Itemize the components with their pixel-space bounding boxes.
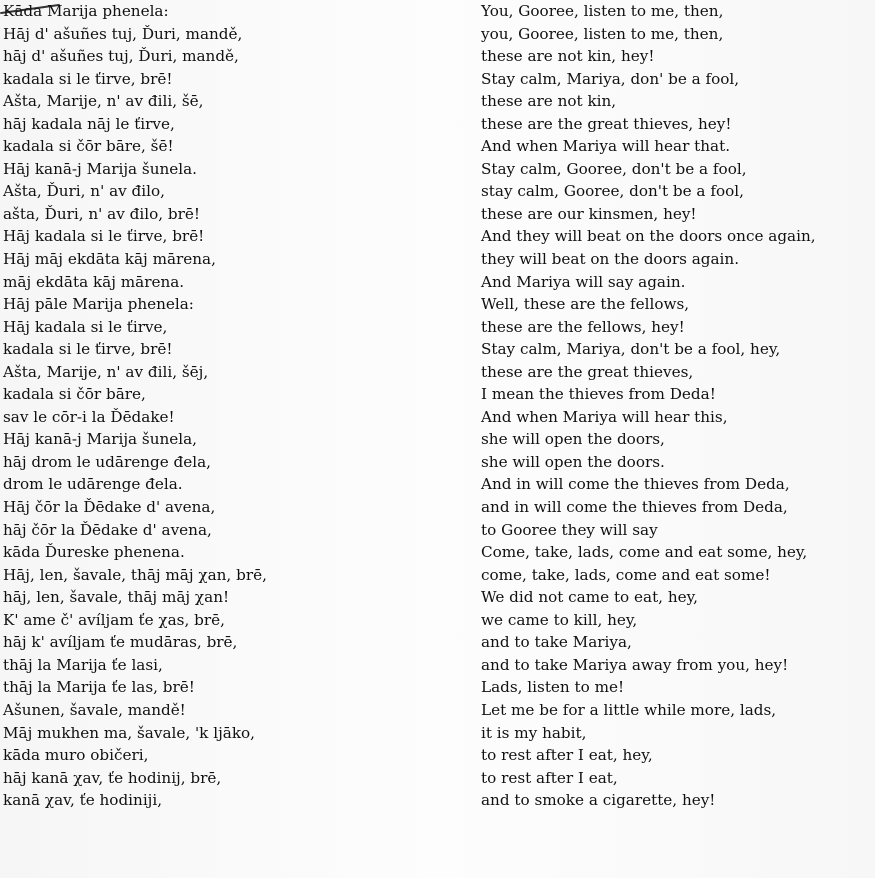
- text-line: kanā χav, ťe hodiniji,: [3, 791, 163, 810]
- text-line: hāj kanā χav, ťe hodinij, brē,: [3, 768, 222, 787]
- text-line: Hāj pāle Marija phenela:: [3, 295, 194, 314]
- text-line: stay calm, Gooree, don't be a fool,: [481, 182, 744, 201]
- text-line: Ašta, Marije, n' av đili, šē,: [3, 92, 204, 111]
- text-line: You, Gooree, listen to me, then,: [481, 2, 724, 20]
- text-line: Ašta, Marije, n' av đili, šēj,: [3, 362, 209, 381]
- text-line: Ašunen, šavale, mandě!: [3, 700, 186, 719]
- text-line: to rest after I eat, hey,: [481, 746, 653, 765]
- text-line: it is my habit,: [481, 723, 587, 742]
- text-line: Ašta, Ďuri, n' av đilo,: [3, 182, 165, 201]
- text-line: Hāj māj ekdāta kāj mārena,: [3, 250, 216, 269]
- text-line: and to take Mariya away from you, hey!: [481, 655, 789, 674]
- text-line: K' ame č' avíljam ťe χas, brē,: [3, 610, 225, 629]
- text-line: and in will come the thieves from Deda,: [481, 498, 788, 517]
- text-line: Lads, listen to me!: [481, 678, 625, 697]
- text-line: We did not came to eat, hey,: [481, 588, 698, 607]
- text-line: they will beat on the doors again.: [481, 250, 740, 269]
- text-line: thāj la Marija ťe las, brē!: [3, 678, 195, 697]
- text-line: kadala si le ťirve, brē!: [3, 340, 173, 359]
- text-line: hāj, len, šavale, thāj māj χan!: [3, 588, 230, 607]
- text-line: we came to kill, hey,: [481, 610, 638, 629]
- text-line: Hāj kanā-j Marija šunela.: [3, 159, 197, 178]
- text-line: kadala si čōr bāre, šē!: [3, 137, 174, 156]
- text-line: And they will beat on the doors once again,: [481, 227, 816, 246]
- text-line: hāj drom le udārenge đela,: [3, 452, 211, 471]
- text-line: she will open the doors,: [481, 430, 665, 449]
- text-line: And when Mariya will hear that.: [481, 137, 731, 156]
- text-line: hāj k' avíljam ťe mudāras, brē,: [3, 633, 238, 652]
- text-line: māj ekdāta kāj mārena.: [3, 272, 185, 291]
- text-line: Māj mukhen ma, šavale, 'k ljāko,: [3, 723, 256, 742]
- text-line: these are not kin,: [481, 92, 617, 111]
- text-line: kadala si le ťirve, brē!: [3, 69, 173, 88]
- text-line: ašta, Ďuri, n' av đilo, brē!: [3, 204, 200, 223]
- text-line: Stay calm, Mariya, don' be a fool,: [481, 69, 740, 88]
- text-line: kāda Ďureske phenena.: [3, 543, 185, 562]
- text-line: come, take, lads, come and eat some!: [481, 565, 771, 584]
- text-line: to Gooree they will say: [481, 520, 658, 539]
- text-line: these are the fellows, hey!: [481, 317, 685, 336]
- romani-text-column: [3, 0, 443, 812]
- text-line: these are not kin, hey!: [481, 47, 655, 66]
- text-line: Kāda Marija phenela:: [3, 2, 169, 20]
- text-line: these are the great thieves,: [481, 362, 694, 381]
- text-line: hāj čōr la Ďēdake d' avena,: [3, 520, 212, 539]
- text-line: Well, these are the fellows,: [481, 295, 690, 314]
- text-line: thāj la Marija ťe lasi,: [3, 655, 163, 674]
- text-line: And in will come the thieves from Deda,: [481, 475, 790, 494]
- text-line: Come, take, lads, come and eat some, hey,: [481, 543, 808, 562]
- text-line: these are our kinsmen, hey!: [481, 204, 697, 223]
- text-line: she will open the doors.: [481, 452, 665, 471]
- text-line: hāj kadala nāj le ťirve,: [3, 114, 175, 133]
- text-line: drom le udārenge đela.: [3, 475, 183, 494]
- text-line: Stay calm, Mariya, don't be a fool, hey,: [481, 340, 781, 359]
- text-line: Let me be for a little while more, lads,: [481, 700, 777, 719]
- text-line: to rest after I eat,: [481, 768, 618, 787]
- text-line: hāj d' ašuñes tuj, Ďuri, mandě,: [3, 47, 239, 66]
- text-line: Hāj kadala si le ťirve, brē!: [3, 227, 205, 246]
- text-line: And when Mariya will hear this,: [481, 407, 728, 426]
- text-line: kāda muro običeri,: [3, 746, 149, 765]
- text-line: Hāj, len, šavale, thāj māj χan, brē,: [3, 565, 267, 584]
- text-line: you, Gooree, listen to me, then,: [481, 24, 724, 43]
- text-line: I mean the thieves from Deda!: [481, 385, 716, 404]
- text-line: Hāj kanā-j Marija šunela,: [3, 430, 197, 449]
- text-line: kadala si čōr bāre,: [3, 385, 146, 404]
- text-line: and to take Mariya,: [481, 633, 632, 652]
- text-line: And Mariya will say again.: [481, 272, 686, 291]
- text-line: Stay calm, Gooree, don't be a fool,: [481, 159, 747, 178]
- text-line: Hāj d' ašuñes tuj, Ďuri, mandě,: [3, 24, 243, 43]
- text-line: and to smoke a cigarette, hey!: [481, 791, 716, 810]
- text-line: Hāj kadala si le ťirve,: [3, 317, 168, 336]
- text-line: these are the great thieves, hey!: [481, 114, 732, 133]
- english-translation-column: [481, 0, 873, 812]
- text-line: sav le cōr-i la Ďēdake!: [3, 407, 175, 426]
- text-line: Hāj čōr la Ďēdake d' avena,: [3, 498, 216, 517]
